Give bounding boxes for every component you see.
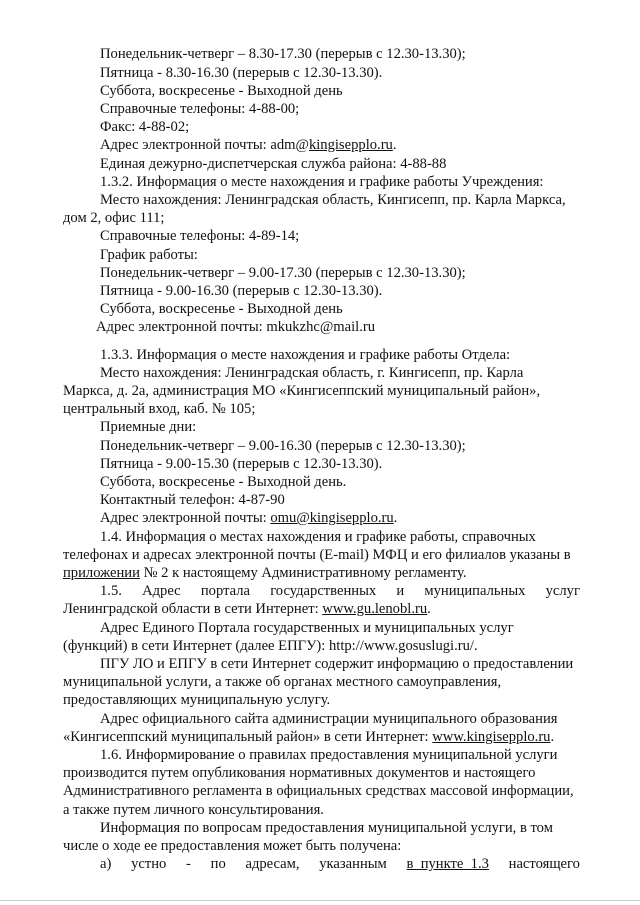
text-line: Справочные телефоны: 4-89-14; <box>100 228 300 244</box>
text-line <box>100 136 397 154</box>
text-line: Суббота, воскресенье - Выходной день <box>100 301 343 317</box>
text-line <box>63 728 554 746</box>
text-line: предоставляющих муниципальную услугу. <box>63 692 331 708</box>
text-line: Приемные дни: <box>100 419 197 435</box>
word: настоящего <box>508 856 580 872</box>
text-line: телефонах и адресах электронной почты (E-mail) МФЦ и его филиалов указаны в <box>63 547 571 563</box>
word: государственных <box>270 583 377 599</box>
text-fragment: Адрес электронной почты: adm@ <box>100 137 309 153</box>
text-line: производится путем опубликования нормативных документов и настоящего <box>63 765 536 781</box>
text-line: Маркса, д. 2а, администрация МО «Кингисеппский муниципальный район», <box>63 383 541 399</box>
text-line: Адрес официального сайта администрации муниципального образования <box>100 711 558 727</box>
text-line: муниципальной услуги, а также об органах местного самоуправления, <box>63 674 502 690</box>
text-line <box>100 582 580 600</box>
text-line: График работы: <box>100 247 198 263</box>
website-link[interactable]: www.kingisepplo.ru <box>432 729 551 745</box>
email-link[interactable]: kingisepplo.ru <box>308 137 393 153</box>
word: устно <box>131 856 167 872</box>
word: Адрес <box>142 583 181 599</box>
text-line <box>63 600 431 618</box>
section-reference-link[interactable]: в пункте 1.3 <box>406 856 489 872</box>
text-line <box>100 509 397 527</box>
word: услуг <box>545 583 580 599</box>
text-line: Адрес Единого Портала государственных и муниципальных услуг <box>100 620 514 636</box>
text-line: Справочные телефоны: 4-88-00; <box>100 101 300 117</box>
text-line: Место нахождения: Ленинградская область, Кингисепп, пр. Карла Маркса, <box>100 192 566 208</box>
text-fragment: . <box>427 601 431 617</box>
word: по <box>210 856 226 872</box>
text-line: ПГУ ЛО и ЕПГУ в сети Интернет содержит информацию о предоставлении <box>100 656 574 672</box>
text-line: Пятница - 8.30-16.30 (перерыв с 12.30-13.30). <box>100 65 383 81</box>
text-fragment: № 2 к настоящему Административному регламенту. <box>139 565 467 581</box>
text-fragment: Адрес электронной почты: <box>100 510 271 526</box>
text-line: Место нахождения: Ленинградская область, г. Кингисепп, пр. Карла <box>100 365 524 381</box>
section-heading: 1.3.3. Информация о месте нахождения и графике работы Отдела: <box>100 347 511 363</box>
text-line: Понедельник-четверг – 8.30-17.30 (перерыв с 12.30-13.30); <box>100 46 466 62</box>
text-fragment: . <box>392 137 397 153</box>
text-line: Факс: 4-88-02; <box>100 119 190 135</box>
text-line: а также путем личного консультирования. <box>63 802 324 818</box>
text-line: центральный вход, каб. № 105; <box>63 401 256 417</box>
text-line: 1.6. Информирование о правилах предоставления муниципальной услуги <box>100 747 558 763</box>
text-line: Единая дежурно-диспетчерская служба района: 4-88-88 <box>100 156 447 172</box>
word: адресам, <box>245 856 300 872</box>
scan-edge-line <box>0 900 640 901</box>
word: - <box>186 856 191 872</box>
text-line: Адрес электронной почты: mkukzhc@mail.ru <box>96 319 376 335</box>
text-line: Понедельник-четверг – 9.00-16.30 (перерыв с 12.30-13.30); <box>100 438 466 454</box>
word: указанным <box>319 856 387 872</box>
appendix-link[interactable]: приложении <box>63 565 140 581</box>
text-fragment: . <box>393 510 398 526</box>
text-line: Информация по вопросам предоставления муниципальной услуги, в том <box>100 820 553 836</box>
word: и <box>396 583 405 599</box>
text-fragment: . <box>550 729 555 745</box>
text-line: Контактный телефон: 4-87-90 <box>100 492 285 508</box>
email-link[interactable]: omu@kingisepplo.ru <box>270 510 394 526</box>
text-line: Пятница - 9.00-15.30 (перерыв с 12.30-13.30). <box>100 456 383 472</box>
word: портала <box>200 583 250 599</box>
text-fragment: «Кингисеппский муниципальный район» в сети Интернет: <box>63 729 433 745</box>
word: 1.5. <box>100 583 122 599</box>
text-line <box>100 855 580 873</box>
text-line: дом 2, офис 111; <box>63 210 165 226</box>
text-line: числе о ходе ее предоставления может быть получена: <box>63 838 402 854</box>
text-fragment: Ленинградской области в сети Интернет: <box>63 601 323 617</box>
text-line <box>63 564 467 582</box>
text-line: Административного регламента в официальных средствах массовой информации, <box>63 783 574 799</box>
text-line: Суббота, воскресенье - Выходной день <box>100 83 343 99</box>
section-heading: 1.3.2. Информация о месте нахождения и графике работы Учреждения: <box>100 174 544 190</box>
word: а) <box>100 856 112 872</box>
text-line: Суббота, воскресенье - Выходной день. <box>100 474 347 490</box>
text-line: (функций) в сети Интернет (далее ЕПГУ): http://www.gosuslugi.ru/. <box>63 638 478 654</box>
text-line: Пятница - 9.00-16.30 (перерыв с 12.30-13.30). <box>100 283 383 299</box>
word: муниципальных <box>424 583 526 599</box>
text-line: 1.4. Информация о местах нахождения и графике работы, справочных <box>100 529 536 545</box>
text-line: Понедельник-четверг – 9.00-17.30 (перерыв с 12.30-13.30); <box>100 265 466 281</box>
portal-link[interactable]: www.gu.lenobl.ru <box>322 601 428 617</box>
